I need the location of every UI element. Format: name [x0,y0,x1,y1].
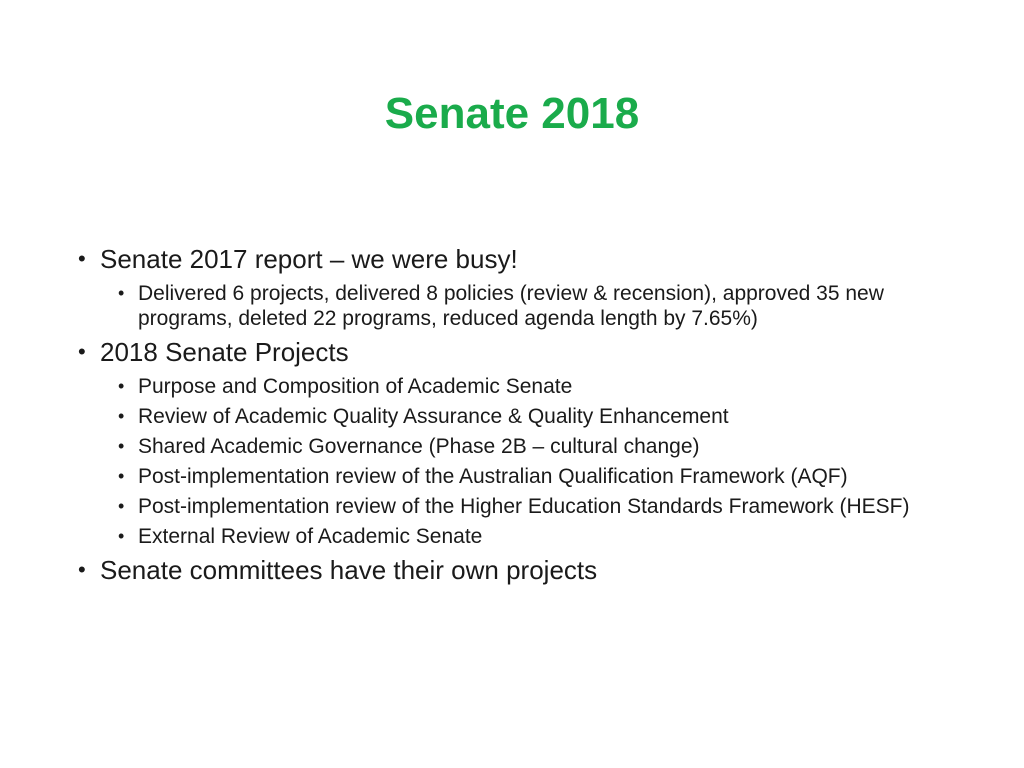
bullet-item [78,335,958,549]
sub-bullet-list [100,281,958,331]
bullet-icon: • [118,436,125,456]
bullet-item [78,242,958,331]
sub-bullet-item [118,374,958,399]
sub-bullet-item [118,464,958,489]
sub-bullet-item [118,524,958,549]
sub-bullet-text: External Review of Academic Senate [138,525,483,548]
bullet-icon: • [118,526,125,546]
sub-bullet-text: Review of Academic Quality Assurance & Quality Enhancement [138,405,729,428]
bullet-icon: • [78,246,86,271]
sub-bullet-text: Purpose and Composition of Academic Senate [138,375,573,398]
bullet-icon: • [78,339,86,364]
bullet-icon: • [118,283,125,303]
sub-bullet-item [118,404,958,429]
bullet-text: Senate committees have their own projects [100,555,598,585]
sub-bullet-item [118,281,958,331]
sub-bullet-text: Delivered 6 projects, delivered 8 policies (review & recension), approved 35 new programs, deleted 22 programs, reduced agenda length by 7.65%) [138,282,884,330]
bullet-icon: • [118,496,125,516]
slide-title: Senate 2018 [384,89,640,138]
bullet-icon: • [118,466,125,486]
sub-bullet-text: Post-implementation review of the Higher Education Standards Framework (HESF) [138,495,910,518]
bullet-icon: • [118,376,125,396]
bullet-text: 2018 Senate Projects [100,337,349,367]
sub-bullet-text: Post-implementation review of the Australian Qualification Framework (AQF) [138,465,848,488]
bullet-text: Senate 2017 report – we were busy! [100,244,518,274]
sub-bullet-item [118,434,958,459]
slide-body [78,238,958,587]
sub-bullet-text: Shared Academic Governance (Phase 2B – cultural change) [138,435,700,458]
bullet-icon: • [78,557,86,582]
bullet-list [78,242,958,587]
bullet-item [78,553,958,587]
sub-bullet-item [118,494,958,519]
sub-bullet-list [100,374,958,549]
bullet-icon: • [118,406,125,426]
